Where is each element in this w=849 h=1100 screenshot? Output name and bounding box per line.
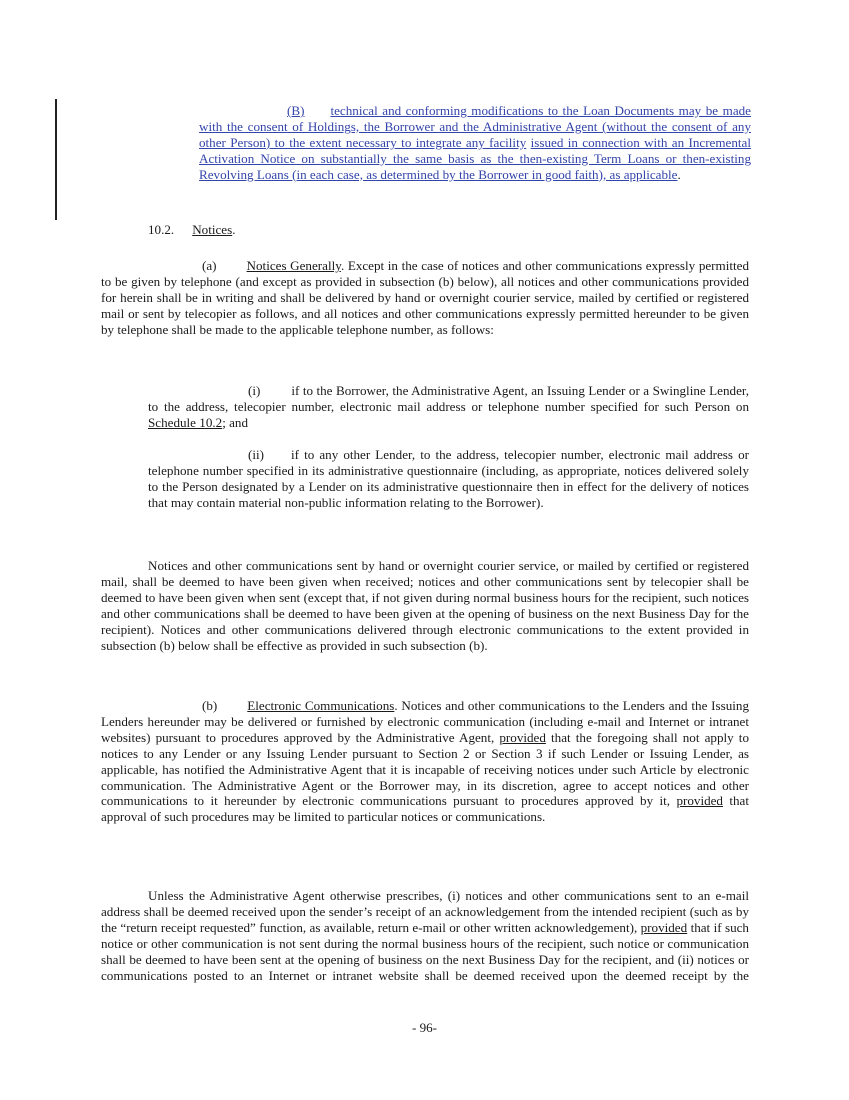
para-b-text1: . Notices and other communications to the Lenders and the Issuing Lenders hereunder may be delivered or furnished by electronic communication (including e-mail and Internet or intranet websites) pursuant to procedures approved by the Administrative Agent, [101, 698, 750, 745]
clause-b-inserted [199, 103, 751, 183]
provided-term: provided [640, 919, 688, 935]
para-ii-marker: (ii) [248, 447, 264, 462]
paragraph-b [101, 698, 749, 825]
section-number: 10.2. [148, 222, 175, 237]
para-a-marker: (a) [202, 258, 217, 273]
section-heading: 10.2. Notices. [148, 222, 236, 237]
section-title: Notices [192, 222, 233, 237]
paragraph-a [101, 258, 749, 338]
para-b-heading: Electronic Communications [247, 698, 395, 713]
para-ii-text: if to any other Lender, to the address, telecopier number, electronic mail address or telephone number specified in its administrative questionnaire (including, as appropriate, notices delivered solely to the Person designated by a Lender on its administrative questionnaire then in effect for the delivery of notices that may contain material non-public information relating to the Borrower). [148, 447, 749, 510]
para-b-text3: that approval of such procedures may be limited to particular notices or communications. [101, 793, 749, 825]
para-a-text: . Except in the case of notices and other communications expressly permitted to be given by telephone (and except as provided in subsection (b) below), all notices and other communications provided for herein shall be in writing and shall be delivered by hand or overnight courier service, mailed by certified or registered mail or sent by telecopier as follows, and all notices and other communications expressly permitted hereunder to be given by telephone shall be made to the applicable telephone number, as follows: [101, 258, 750, 337]
paragraph-ii [148, 447, 749, 511]
para-b-marker: (b) [202, 698, 218, 713]
unless-text2: that if such notice or other communication is not sent during the normal business hours of the recipient, such notice or communication shall be deemed to have been sent at the opening of business on the next Business Day for the recipient, and (ii) notices or communications posted to an Internet or intranet website shall be deemed received upon the deemed receipt by the [101, 919, 749, 983]
paragraph-i: (i) if to the Borrower, the Administrative Agent, an Issuing Lender or a Swingline Lender, to the address, telecopier number, electronic mail address or telephone number specified for such Person on Schedule 10.2; and [148, 383, 749, 430]
clause-marker: (B) [287, 103, 305, 118]
change-bar [55, 99, 57, 220]
schedule-reference: Schedule 10.2 [148, 414, 223, 430]
page-number: - 96- [411, 1020, 438, 1035]
para-i-marker: (i) [248, 383, 261, 398]
notices-text: Notices and other communications sent by hand or overnight courier service, or mailed by certified or registered mail, shall be deemed to have been given when received; notices and other communications sent by telecopier shall be deemed to have been given when sent (except that, if not given during normal business hours for the recipient, such notices and other communications shall be deemed to have been given at the opening of business on the next Business Day for the recipient). Notices and other communications delivered through electronic communications to the extent provided in subsection (b) below shall be effective as provided in such subsection (b). [101, 558, 749, 653]
para-b-text2: that the foregoing shall not apply to notices to any Lender or any Issuing Lender pursuant to Section 2 or Section 3 if such Lender or Issuing Lender, as applicable, has notified the Administrative Agent that it is incapable of receiving notices under such Article by electronic communication. The Administrative Agent or the Borrower may, in its discretion, agree to accept notices and other communications to it hereunder by electronic communications pursuant to procedures approved by it, [101, 729, 749, 809]
unless-text1: Unless the Administrative Agent otherwise prescribes, (i) notices and other communications sent to an e-mail address shall be deemed received upon the sender’s receipt of an acknowledgement from the intended recipient (such as by the “return receipt requested” function, as available, return e-mail or other written acknowledgement), [101, 888, 749, 935]
paragraph-unless [101, 888, 749, 983]
para-i-text: if to the Borrower, the Administrative Agent, an Issuing Lender or a Swingline Lender, to the address, telecopier number, electronic mail address or telephone number specified for such Person on [148, 383, 749, 414]
para-a-heading: Notices Generally [246, 258, 341, 273]
paragraph-notices [101, 558, 749, 653]
clause-text-cont: issued in connection with an Incremental Activation Notice on substantially the same basis as the then-existing Term Loans or then-existing Revolving Loans (in each case, as determined by the Borrower in good faith), as applicable [199, 134, 751, 182]
clause-text: technical and conforming modifications to the Loan Documents may be made with the consent of Holdings, the Borrower and the Administrative Agent (without the consent of any other Person) to the extent necessary to integrate any facility [199, 103, 751, 150]
provided-term: provided [676, 793, 723, 809]
clause-end: . [677, 166, 681, 182]
provided-term: provided [499, 729, 546, 745]
